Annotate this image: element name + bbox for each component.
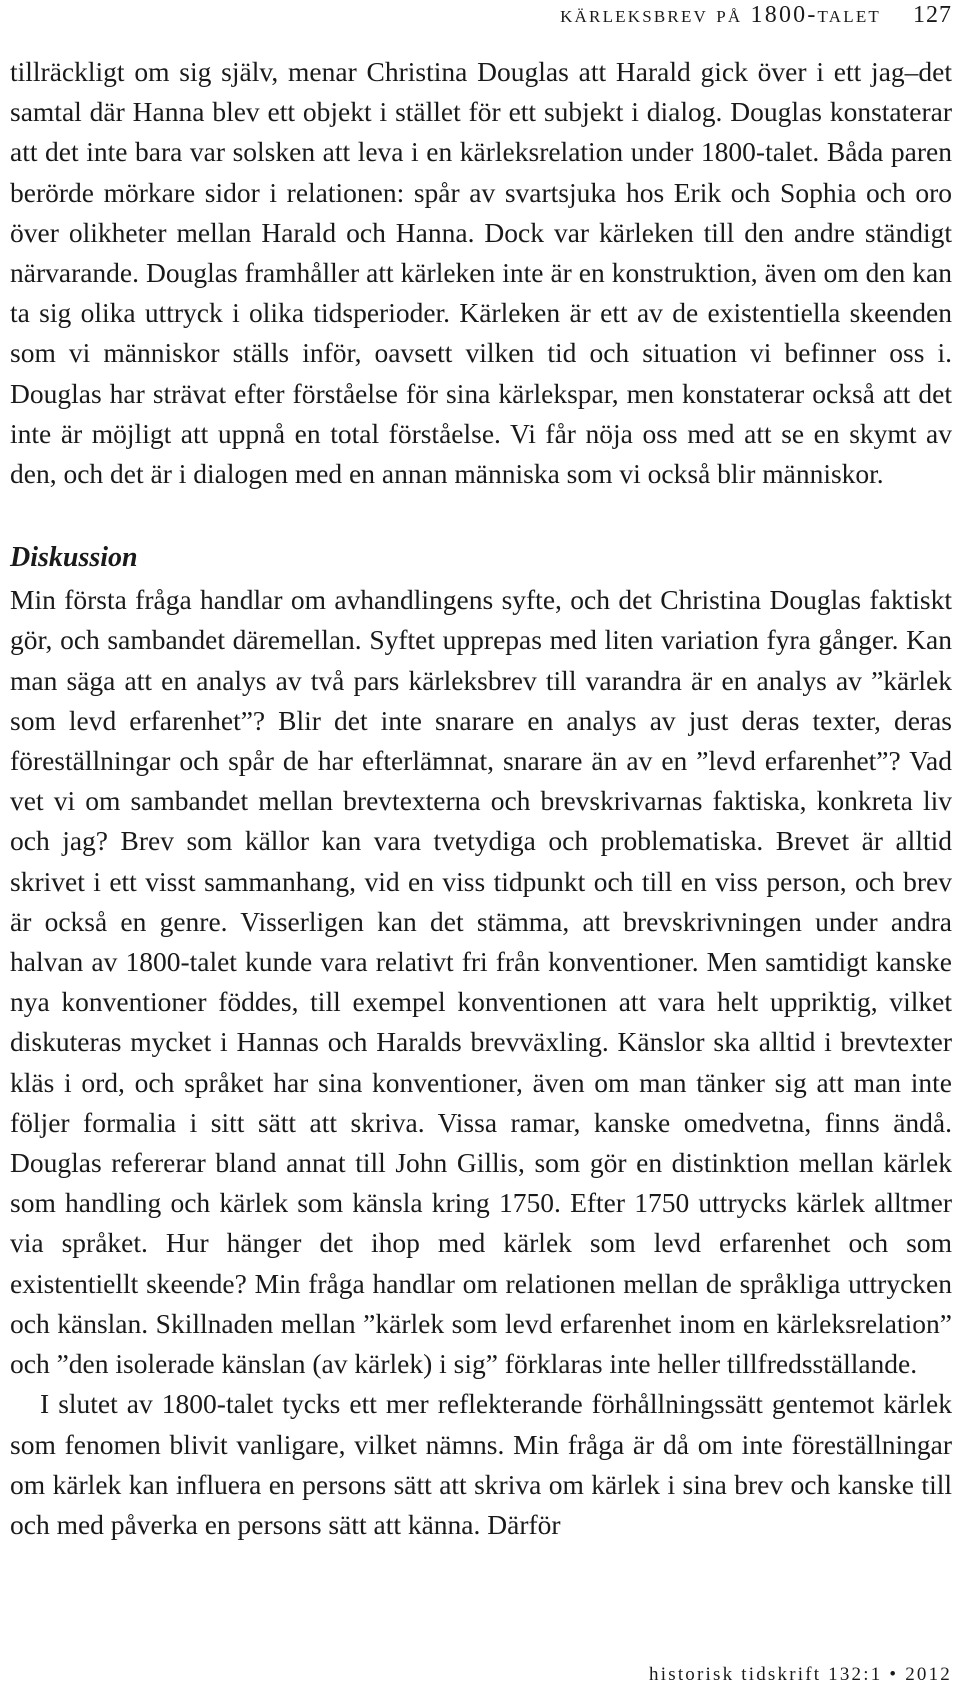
document-page <box>10 0 952 1698</box>
paragraph-discussion-second: I slutet av 1800-talet tycks ett mer reflekterande förhållningssätt gentemot kärlek som fenomen blivit vanligare, vilket nämns. Min fråga är då om inte föreställningar om kärlek kan influera en persons sätt att skriva om kärlek i sina brev och kanske till och med påverka en persons sätt att känna. Därför <box>10 1388 952 1540</box>
running-head <box>10 2 952 29</box>
journal-citation: historisk tidskrift 132:1 • 2012 <box>649 1664 952 1685</box>
page-number: 127 <box>913 2 952 28</box>
running-foot <box>10 1664 952 1686</box>
body-text <box>10 52 952 1545</box>
paragraph-intro-summary: tillräckligt om sig själv, menar Christina Douglas att Harald gick över i ett jag–det samtal där Hanna blev ett objekt i stället för ett subjekt i dialog. Douglas konstaterar att det inte bara var solsken att leva i en kärleksrelation under 1800-talet. Båda paren berörde mörkare sidor i relationen: spår av svartsjuka hos Erik och Sophia och oro över olikheter mellan Harald och Hanna. Dock var kärleken till den andre ständigt närvarande. Douglas framhåller att kärleken inte är en konstruktion, även om den kan ta sig olika uttryck i olika tidsperioder. Kärleken är ett av de existentiella skeenden som vi människor ställs inför, oavsett vilken tid och situation vi befinner oss i. Douglas har strävat efter förståelse för sina kärlekspar, men konstaterar också att det inte är möjligt att uppnå en total förståelse. Vi får nöja oss med att se en skymt av den, och det är i dialogen med en annan människa som vi också blir människor. <box>10 56 952 490</box>
paragraph-discussion-first: Min första fråga handlar om avhandlingens syfte, och det Christina Douglas faktiskt gör, och sambandet däremellan. Syftet upprepas med liten variation fyra gånger. Kan man säga att en analys av två pars kärleksbrev till varandra är en analys av ”kärlek som levd erfarenhet”? Blir det inte snarare en analys av just deras texter, deras föreställningar och spår de har efterlämnat, snarare än av en ”levd erfarenhet”? Vad vet vi om sambandet mellan brevtexterna och brevskrivarnas faktiska, konkreta liv och jag? Brev som källor kan vara tvetydiga och problematiska. Brevet är alltid skrivet i ett visst sammanhang, vid en viss tidpunkt och till en viss person, och brev är också en genre. Visserligen kan det stämma, att brevskrivningen under andra halvan av 1800-talet kunde vara relativt fri från konventioner. Men samtidigt kanske nya konventioner föddes, till exempel konventionen att vara helt uppriktig, vilket diskuteras mycket i Hannas och Haralds brevväxling. Känslor ska alltid i brevtexter kläs i ord, och språket har sina konventioner, även om man tänker sig att man inte följer formalia i sitt sätt att skriva. Vissa ramar, kanske omedvetna, finns ändå. Douglas refererar bland annat till John Gillis, som gör en distinktion mellan kärlek som handling och kärlek som känsla kring 1750. Efter 1750 uttrycks kärlek alltmer via språket. Hur hänger det ihop med kärlek som levd erfarenhet och som existentiellt skeende? Min fråga handlar om relationen mellan de språkliga uttrycken och känslan. Skillnaden mellan ”kärlek som levd erfarenhet inom en kärleksrelation” och ”den isolerade känslan (av kärlek) i sig” förklaras inte heller tillfredsställande. <box>10 584 952 1380</box>
running-title: kärleksbrev på 1800-talet <box>560 2 881 28</box>
section-heading-diskussion: Diskussion <box>10 542 138 574</box>
